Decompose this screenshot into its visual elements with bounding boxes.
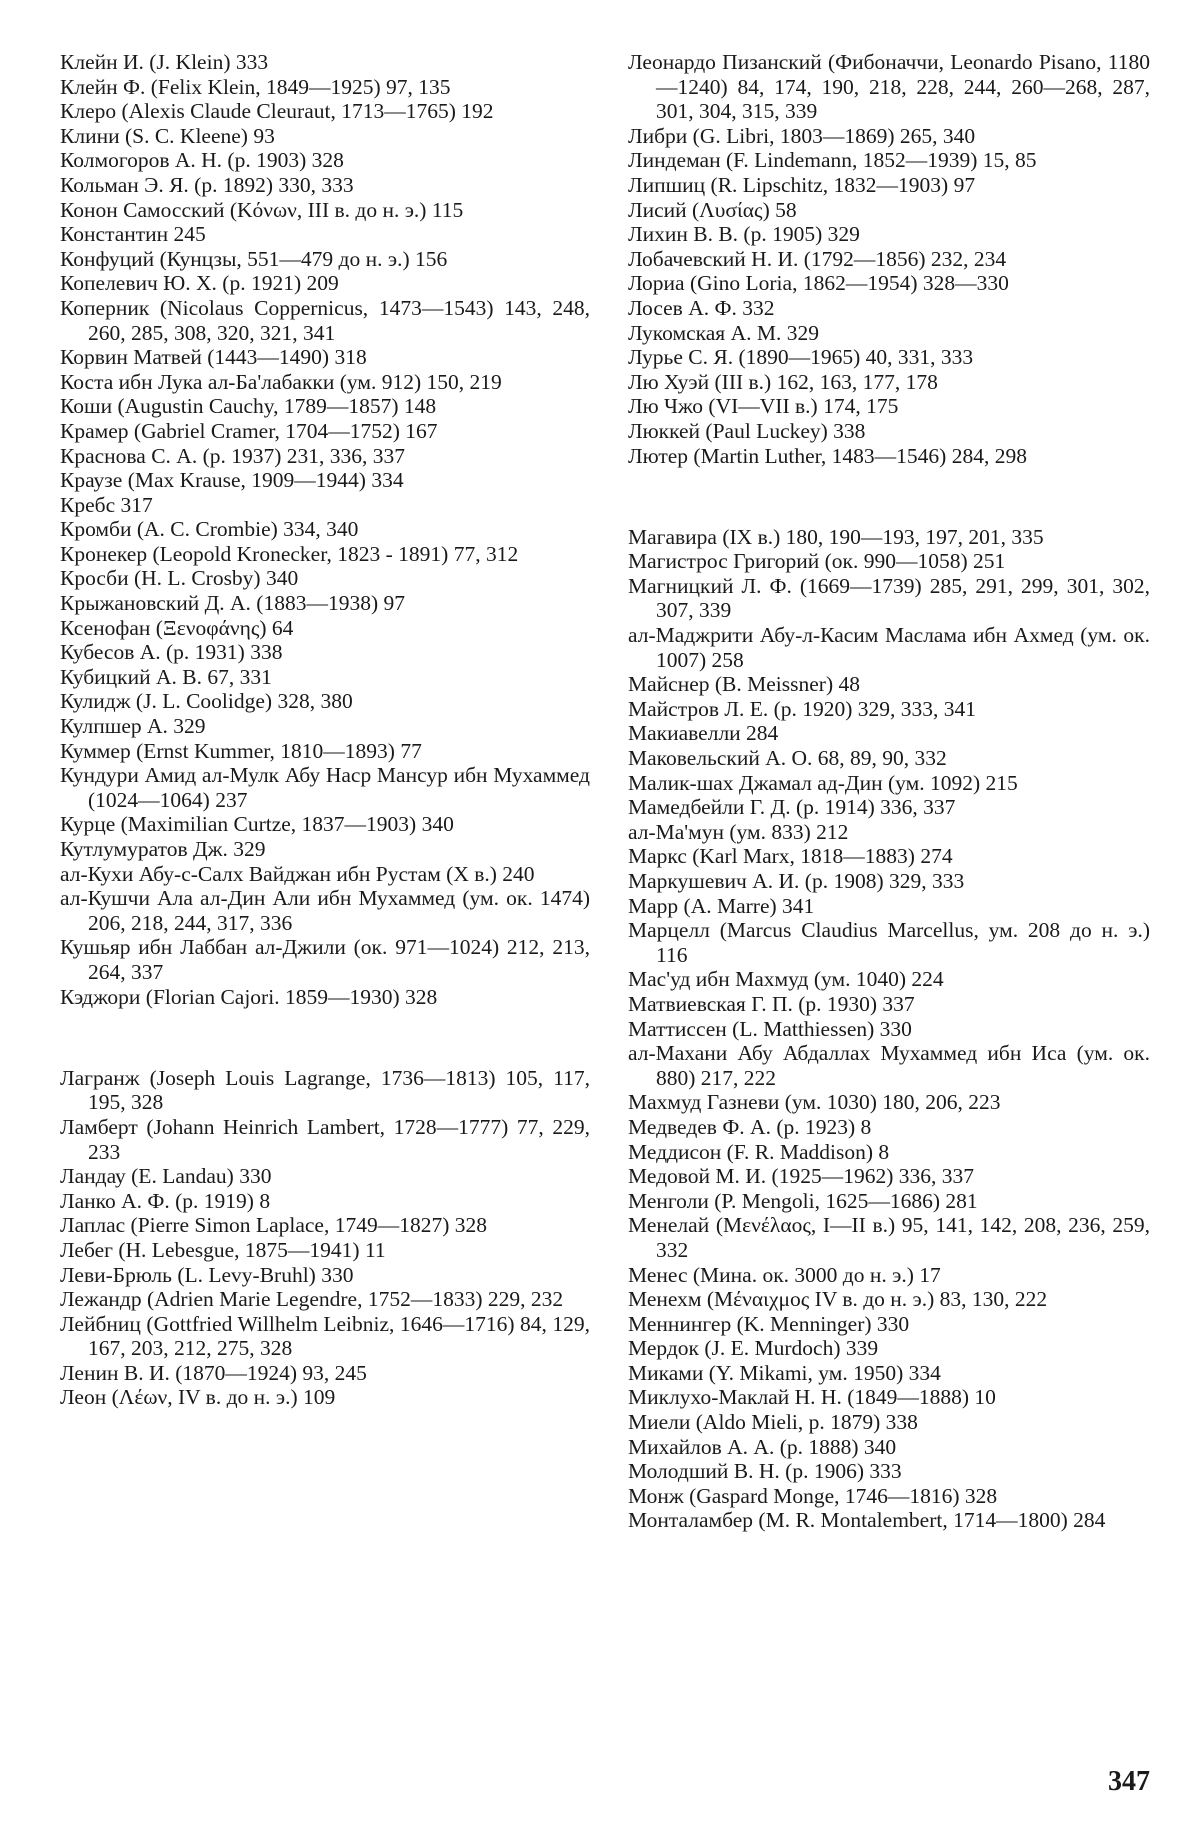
index-entry: Майснер (B. Meissner) 48 xyxy=(628,672,1150,697)
index-entry: Лаплас (Pierre Simon Laplace, 1749—1827) 328 xyxy=(60,1213,590,1238)
index-entry: Клейн Ф. (Felix Klein, 1849—1925) 97, 135 xyxy=(60,75,590,100)
index-entry: Леон (Λέων, IV в. до н. э.) 109 xyxy=(60,1385,590,1410)
index-entry: Либри (G. Libri, 1803—1869) 265, 340 xyxy=(628,124,1150,149)
index-entry: Миели (Aldo Mieli, р. 1879) 338 xyxy=(628,1410,1150,1435)
index-entry: Крамер (Gabriel Cramer, 1704—1752) 167 xyxy=(60,419,590,444)
index-entry: Марр (A. Marre) 341 xyxy=(628,894,1150,919)
index-entry: Малик-шах Джамал ад-Дин (ум. 1092) 215 xyxy=(628,771,1150,796)
index-entry: Лихин В. В. (р. 1905) 329 xyxy=(628,222,1150,247)
index-entry: Корвин Матвей (1443—1490) 318 xyxy=(60,345,590,370)
index-entry: Лобачевский Н. И. (1792—1856) 232, 234 xyxy=(628,247,1150,272)
index-entry: Махмуд Газневи (ум. 1030) 180, 206, 223 xyxy=(628,1090,1150,1115)
index-entry: Молодший В. Н. (р. 1906) 333 xyxy=(628,1459,1150,1484)
index-entry: ал-Маджрити Абу-л-Касим Маслама ибн Ахмед (ум. ок. 1007) 258 xyxy=(628,623,1150,672)
index-entry: Кубицкий А. В. 67, 331 xyxy=(60,665,590,690)
page-number: 347 xyxy=(1108,1766,1150,1798)
index-entry: Маркс (Karl Marx, 1818—1883) 274 xyxy=(628,844,1150,869)
index-entry: Магавира (IX в.) 180, 190—193, 197, 201, 335 xyxy=(628,525,1150,550)
index-entry: Леви-Брюль (L. Levy-Bruhl) 330 xyxy=(60,1263,590,1288)
index-entry: Миками (Y. Mikami, ум. 1950) 334 xyxy=(628,1361,1150,1386)
index-entry: Коста ибн Лука ал-Ба'лабакки (ум. 912) 150, 219 xyxy=(60,370,590,395)
index-entry: Миклухо-Маклай Н. Н. (1849—1888) 10 xyxy=(628,1385,1150,1410)
index-entry: Монж (Gaspard Monge, 1746—1816) 328 xyxy=(628,1484,1150,1509)
index-entry: Майстров Л. Е. (р. 1920) 329, 333, 341 xyxy=(628,697,1150,722)
index-entry: Маттиссен (L. Matthiessen) 330 xyxy=(628,1017,1150,1042)
index-entry: Коши (Augustin Cauchy, 1789—1857) 148 xyxy=(60,394,590,419)
index-entry: Крыжановский Д. А. (1883—1938) 97 xyxy=(60,591,590,616)
index-entry: ал-Махани Абу Абдаллах Мухаммед ибн Иса (ум. ок. 880) 217, 222 xyxy=(628,1041,1150,1090)
index-entry: Линдеман (F. Lindemann, 1852—1939) 15, 85 xyxy=(628,148,1150,173)
index-entry: Константин 245 xyxy=(60,222,590,247)
index-entry: Менехм (Μέναιχμος IV в. до н. э.) 83, 130, 222 xyxy=(628,1287,1150,1312)
index-entry: Лукомская А. М. 329 xyxy=(628,321,1150,346)
index-entry: Лю Хуэй (III в.) 162, 163, 177, 178 xyxy=(628,370,1150,395)
index-entry: Липшиц (R. Lipschitz, 1832—1903) 97 xyxy=(628,173,1150,198)
index-entry: Краснова С. А. (р. 1937) 231, 336, 337 xyxy=(60,444,590,469)
index-entry: Люккей (Paul Luckey) 338 xyxy=(628,419,1150,444)
index-entry: Кундури Амид ал-Мулк Абу Наср Мансур ибн Мухаммед (1024—1064) 237 xyxy=(60,763,590,812)
index-entry: Кольман Э. Я. (р. 1892) 330, 333 xyxy=(60,173,590,198)
index-entry: ал-Ма'мун (ум. 833) 212 xyxy=(628,820,1150,845)
index-entry: Кросби (H. L. Crosby) 340 xyxy=(60,566,590,591)
index-entry: Клини (S. C. Kleene) 93 xyxy=(60,124,590,149)
index-entry: Лурье С. Я. (1890—1965) 40, 331, 333 xyxy=(628,345,1150,370)
index-entry: Конон Самосский (Κόνων, III в. до н. э.) 115 xyxy=(60,198,590,223)
index-entry: Кромби (A. C. Crombie) 334, 340 xyxy=(60,517,590,542)
index-entry: Краузе (Max Krause, 1909—1944) 334 xyxy=(60,468,590,493)
index-entry: Колмогоров А. Н. (р. 1903) 328 xyxy=(60,148,590,173)
index-entry: Кушьяр ибн Лаббан ал-Джили (ок. 971—1024) 212, 213, 264, 337 xyxy=(60,935,590,984)
index-entry: Клеро (Alexis Claude Cleuraut, 1713—1765) 192 xyxy=(60,99,590,124)
index-entry: Лейбниц (Gottfried Willhelm Leibniz, 1646—1716) 84, 129, 167, 203, 212, 275, 328 xyxy=(60,1312,590,1361)
index-entry: Конфуций (Кунцзы, 551—479 до н. э.) 156 xyxy=(60,247,590,272)
index-entry: ал-Кушчи Ала ал-Дин Али ибн Мухаммед (ум. ок. 1474) 206, 218, 244, 317, 336 xyxy=(60,886,590,935)
index-entry: ал-Кухи Абу-с-Салх Вайджан ибн Рустам (X в.) 240 xyxy=(60,862,590,887)
index-entry: Меддисон (F. R. Maddison) 8 xyxy=(628,1140,1150,1165)
index-entry: Монталамбер (M. R. Montalembert, 1714—1800) 284 xyxy=(628,1508,1150,1533)
index-entry: Марцелл (Marcus Claudius Marcellus, ум. 208 до н. э.) 116 xyxy=(628,918,1150,967)
index-entry: Леонардо Пизанский (Фибоначчи, Leonardo Pisano, 1180—1240) 84, 174, 190, 218, 228, 244, 260—268, 287, 301, 304, 315, 339 xyxy=(628,50,1150,124)
index-entry: Маркушевич А. И. (р. 1908) 329, 333 xyxy=(628,869,1150,894)
section-gap xyxy=(60,1025,590,1050)
section-gap xyxy=(628,484,1150,509)
index-entry: Кулидж (J. L. Coolidge) 328, 380 xyxy=(60,689,590,714)
index-column-left xyxy=(60,50,590,1410)
index-entry: Лебег (H. Lebesgue, 1875—1941) 11 xyxy=(60,1238,590,1263)
index-entry: Ленин В. И. (1870—1924) 93, 245 xyxy=(60,1361,590,1386)
index-entry: Курце (Maximilian Curtze, 1837—1903) 340 xyxy=(60,812,590,837)
index-entry: Маковельский А. О. 68, 89, 90, 332 xyxy=(628,746,1150,771)
index-entry: Ксенофан (Ξενοφάνης) 64 xyxy=(60,616,590,641)
index-entry: Меннингер (K. Menninger) 330 xyxy=(628,1312,1150,1337)
index-entry: Коперник (Nicolaus Coppernicus, 1473—1543) 143, 248, 260, 285, 308, 320, 321, 341 xyxy=(60,296,590,345)
index-entry: Куммер (Ernst Kummer, 1810—1893) 77 xyxy=(60,739,590,764)
index-entry: Медведев Ф. А. (р. 1923) 8 xyxy=(628,1115,1150,1140)
index-entry: Мердок (J. E. Murdoch) 339 xyxy=(628,1336,1150,1361)
index-entry: Лагранж (Joseph Louis Lagrange, 1736—1813) 105, 117, 195, 328 xyxy=(60,1066,590,1115)
index-entry: Кутлумуратов Дж. 329 xyxy=(60,837,590,862)
index-entry: Копелевич Ю. Х. (р. 1921) 209 xyxy=(60,271,590,296)
index-entry: Мас'уд ибн Махмуд (ум. 1040) 224 xyxy=(628,967,1150,992)
index-entry: Менголи (P. Mengoli, 1625—1686) 281 xyxy=(628,1189,1150,1214)
index-column-right xyxy=(628,50,1150,1533)
index-entry: Клейн И. (J. Klein) 333 xyxy=(60,50,590,75)
index-entry: Лосев А. Ф. 332 xyxy=(628,296,1150,321)
index-entry: Лютер (Martin Luther, 1483—1546) 284, 298 xyxy=(628,444,1150,469)
index-page xyxy=(0,0,1200,1834)
index-entry: Лю Чжо (VI—VII в.) 174, 175 xyxy=(628,394,1150,419)
index-entry: Кубесов А. (р. 1931) 338 xyxy=(60,640,590,665)
index-entry: Лориа (Gino Loria, 1862—1954) 328—330 xyxy=(628,271,1150,296)
index-entry: Кребс 317 xyxy=(60,493,590,518)
index-entry: Медовой М. И. (1925—1962) 336, 337 xyxy=(628,1164,1150,1189)
index-entry: Кронекер (Leopold Kronecker, 1823 - 1891) 77, 312 xyxy=(60,542,590,567)
index-entry: Менелай (Μενέλαος, I—II в.) 95, 141, 142, 208, 236, 259, 332 xyxy=(628,1213,1150,1262)
index-entry: Магницкий Л. Ф. (1669—1739) 285, 291, 299, 301, 302, 307, 339 xyxy=(628,574,1150,623)
index-entry: Кэджори (Florian Cajori. 1859—1930) 328 xyxy=(60,985,590,1010)
index-entry: Магистрос Григорий (ок. 990—1058) 251 xyxy=(628,549,1150,574)
index-entry: Лисий (Λυσίας) 58 xyxy=(628,198,1150,223)
index-entry: Макиавелли 284 xyxy=(628,721,1150,746)
index-entry: Кулпшер А. 329 xyxy=(60,714,590,739)
index-entry: Менес (Мина. ок. 3000 до н. э.) 17 xyxy=(628,1263,1150,1288)
index-entry: Ланко А. Ф. (р. 1919) 8 xyxy=(60,1189,590,1214)
index-entry: Матвиевская Г. П. (р. 1930) 337 xyxy=(628,992,1150,1017)
index-entry: Лежандр (Adrien Marie Legendre, 1752—1833) 229, 232 xyxy=(60,1287,590,1312)
index-entry: Михайлов А. А. (р. 1888) 340 xyxy=(628,1435,1150,1460)
index-entry: Ландау (E. Landau) 330 xyxy=(60,1164,590,1189)
index-entry: Ламберт (Johann Heinrich Lambert, 1728—1777) 77, 229, 233 xyxy=(60,1115,590,1164)
index-entry: Мамедбейли Г. Д. (р. 1914) 336, 337 xyxy=(628,795,1150,820)
